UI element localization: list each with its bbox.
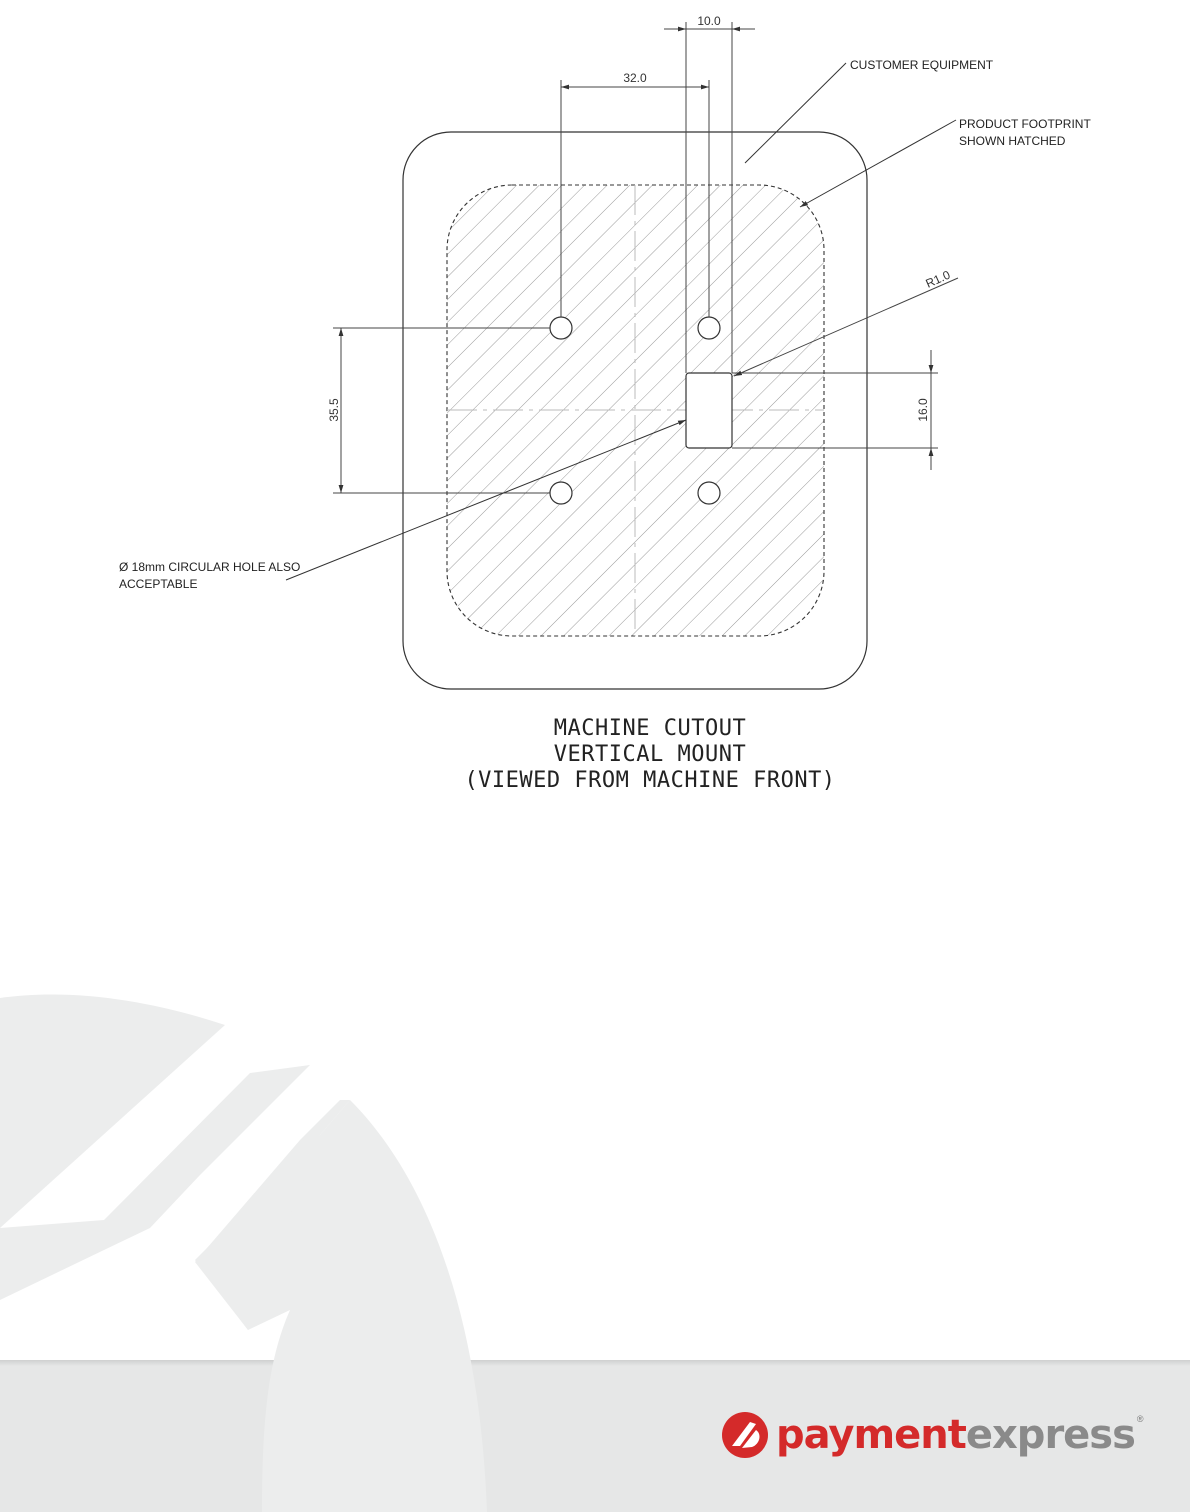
slot-cutout <box>686 373 732 448</box>
dimension-32-label: 32.0 <box>623 71 647 85</box>
brand-name-part1: payment <box>776 1412 966 1458</box>
hole-note-label-1: Ø 18mm CIRCULAR HOLE ALSO <box>119 560 301 574</box>
radius-label: R1.0 <box>923 267 953 291</box>
brand-name-part2: express <box>965 1412 1135 1458</box>
payment-express-logo <box>720 1408 1144 1462</box>
registered-mark: ® <box>1136 1414 1144 1424</box>
payment-express-logo-icon <box>720 1410 770 1460</box>
caption-line-3: (VIEWED FROM MACHINE FRONT) <box>464 768 836 793</box>
drawing-caption <box>400 716 900 794</box>
product-footprint-leader <box>800 120 956 207</box>
mounting-hole <box>550 482 572 504</box>
customer-equipment-label: CUSTOMER EQUIPMENT <box>850 58 994 72</box>
mounting-hole <box>698 317 720 339</box>
dimension-35-5-label: 35.5 <box>327 398 341 422</box>
product-footprint-label-2: SHOWN HATCHED <box>959 134 1066 148</box>
customer-equipment-leader <box>745 63 846 163</box>
dimension-10-label: 10.0 <box>697 14 721 28</box>
mounting-hole <box>698 482 720 504</box>
mounting-hole <box>550 317 572 339</box>
caption-line-2: VERTICAL MOUNT <box>553 742 747 767</box>
product-footprint-label-1: PRODUCT FOOTPRINT <box>959 117 1091 131</box>
brand-wordmark <box>776 1412 1135 1458</box>
caption-line-1: MACHINE CUTOUT <box>553 716 747 741</box>
hole-note-label-2: ACCEPTABLE <box>119 577 198 591</box>
dimension-16-label: 16.0 <box>916 398 930 422</box>
